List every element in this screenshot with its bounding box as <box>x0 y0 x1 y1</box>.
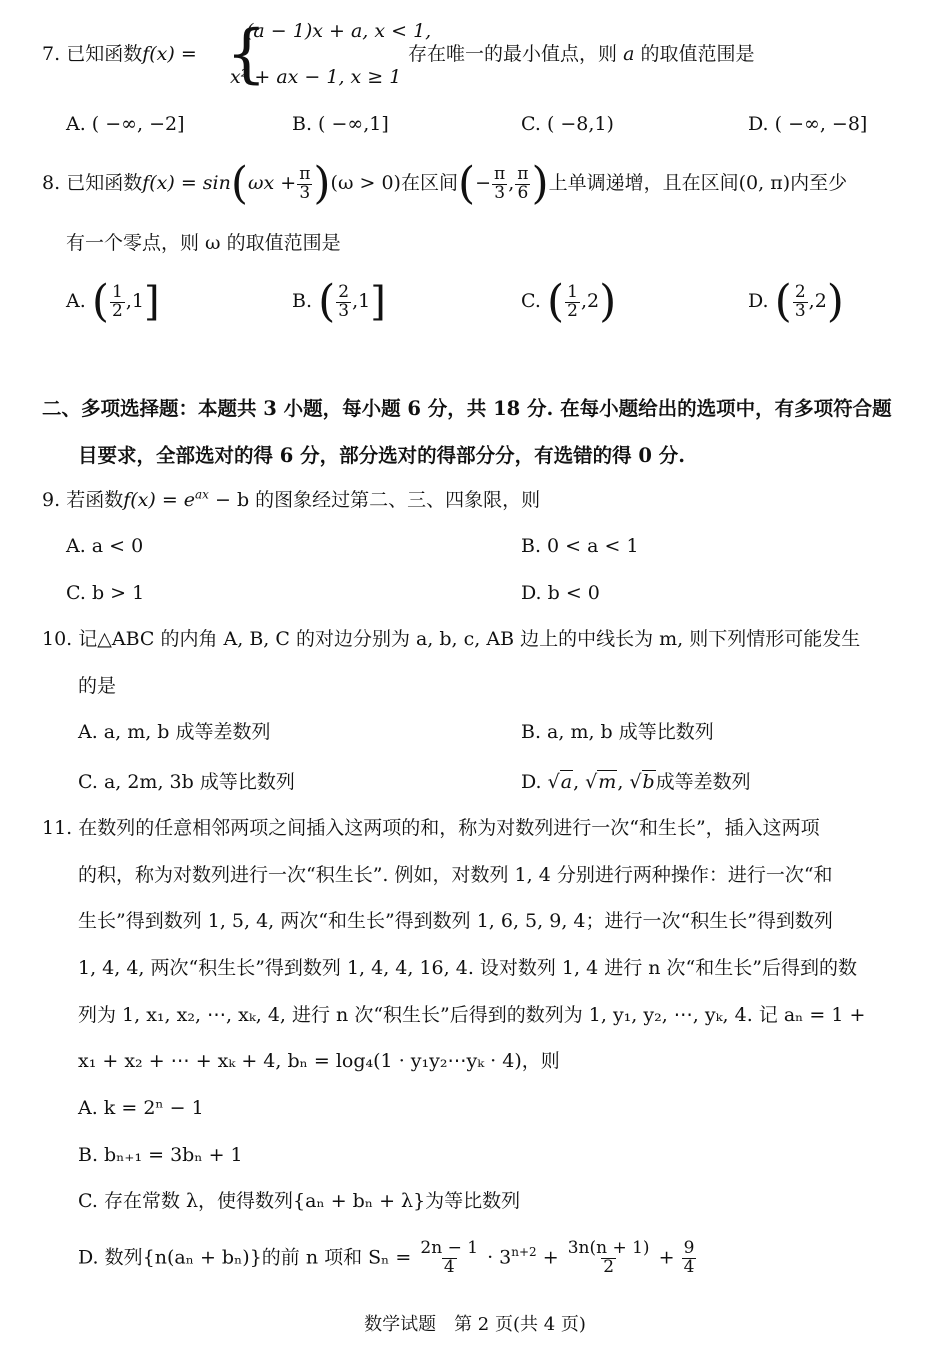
q7-option-d: D. ( −∞, −8] <box>748 113 868 135</box>
q11-line5: 列为 1, x₁, x₂, ⋯, xₖ, 4, 进行 n 次“积生长”后得到的数列为 1, y₁, y₂, ⋯, yₖ, 4. 记 aₙ = 1 + <box>78 1004 866 1026</box>
q10-option-d: D. √a, √m, √b成等差数列 <box>521 771 751 793</box>
q7-tail: 存在唯一的最小值点，则 a 的取值范围是 <box>408 43 755 65</box>
q11-option-c: C. 存在常数 λ，使得数列{aₙ + bₙ + λ}为等比数列 <box>78 1190 521 1212</box>
q10-option-b: B. a, m, b 成等比数列 <box>521 721 714 743</box>
q7-option-c: C. ( −8,1) <box>521 113 614 135</box>
q11-option-b: B. bₙ₊₁ = 3bₙ + 1 <box>78 1144 243 1166</box>
q9-option-d: D. b < 0 <box>521 582 600 604</box>
q9-option-b: B. 0 < a < 1 <box>521 535 639 557</box>
q9-stem: 9. 若函数$f(x) = e^{ax} - b$ 的图象经过第二、三、四象限，则 <box>42 487 541 511</box>
q9-option-a: A. a < 0 <box>66 535 144 557</box>
q8-option-a: A. ( $\frac{1}{2}$ ,1] <box>66 276 160 327</box>
q8-line2: 有一个零点，则 ω 的取值范围是 <box>66 232 341 254</box>
q10-option-a: A. a, m, b 成等差数列 <box>78 721 271 743</box>
q11-line6: x₁ + x₂ + ⋯ + xₖ + 4, bₙ = log₄(1 · y₁y₂⋯yₖ · 4)，则 <box>78 1050 560 1072</box>
q11-option-a: A. k = 2ⁿ − 1 <box>78 1097 204 1119</box>
q8-option-c: C. ( $\frac{1}{2}$ ,2) <box>521 276 617 327</box>
q11-line3: 生长”得到数列 1, 5, 4, 两次“和生长”得到数列 1, 6, 5, 9, 4；进行一次“积生长”得到数列 <box>78 910 833 932</box>
q11-line2: 的积，称为对数列进行一次“积生长”. 例如，对数列 1, 4 分别进行两种操作：进行一次“和 <box>78 864 833 886</box>
q7-case1: (a − 1)x + a, x < 1, <box>246 20 432 42</box>
q7-option-a: A. ( −∞, −2] <box>66 113 185 135</box>
q11-line1: 11. 在数列的任意相邻两项之间插入这两项的和，称为对数列进行一次“和生长”，插入这两项 <box>42 817 820 839</box>
q7-brace: { <box>226 17 267 91</box>
q7-case2: x² + ax − 1, x ≥ 1 <box>230 66 402 88</box>
section2-header-line2: 目要求，全部选对的得 6 分，部分选对的得部分分，有选错的得 0 分. <box>78 444 686 467</box>
q8-option-b: B. ( $\frac{2}{3}$ ,1] <box>292 276 386 327</box>
q10-line1: 10. 记△ABC 的内角 A, B, C 的对边分别为 a, b, c, AB 边上的中线长为 m, 则下列情形可能发生 <box>42 628 861 650</box>
q9-option-c: C. b > 1 <box>66 582 145 604</box>
q11-line4: 1, 4, 4, 两次“积生长”得到数列 1, 4, 4, 16, 4. 设对数列 1, 4 进行 n 次“和生长”后得到的数 <box>78 957 857 979</box>
q7-option-b: B. ( −∞,1] <box>292 113 389 135</box>
q10-line2: 的是 <box>78 675 117 697</box>
section2-header-line1: 二、多项选择题：本题共 3 小题，每小题 6 分，共 18 分. 在每小题给出的选项中，有多项符合题 <box>42 397 892 420</box>
q7-lead: 7. 已知函数f(x) = <box>42 43 197 65</box>
q8-line1: 8. 已知函数f(x) = sin(ωx + $\frac{\pi}{3}$ )(ω > 0)在区间(− $\frac{\pi}{3}$ , $\frac{\pi}{6}$ )上单调递增，且在区间(0, π)内至少 <box>42 158 848 209</box>
page-footer: 数学试题 第 2 页(共 4 页) <box>364 1314 586 1335</box>
q11-option-d: D. 数列{n(aₙ + bₙ)}的前 n 项和 Sₙ = $\frac{2n - 1}{4}$ · $3^{n+2}$ + $\frac{3n(n + 1)}{2}$ + $\frac{9}{4}$ <box>78 1238 695 1277</box>
q10-option-c: C. a, 2m, 3b 成等比数列 <box>78 771 295 793</box>
q8-option-d: D. ( $\frac{2}{3}$ ,2) <box>748 276 844 327</box>
